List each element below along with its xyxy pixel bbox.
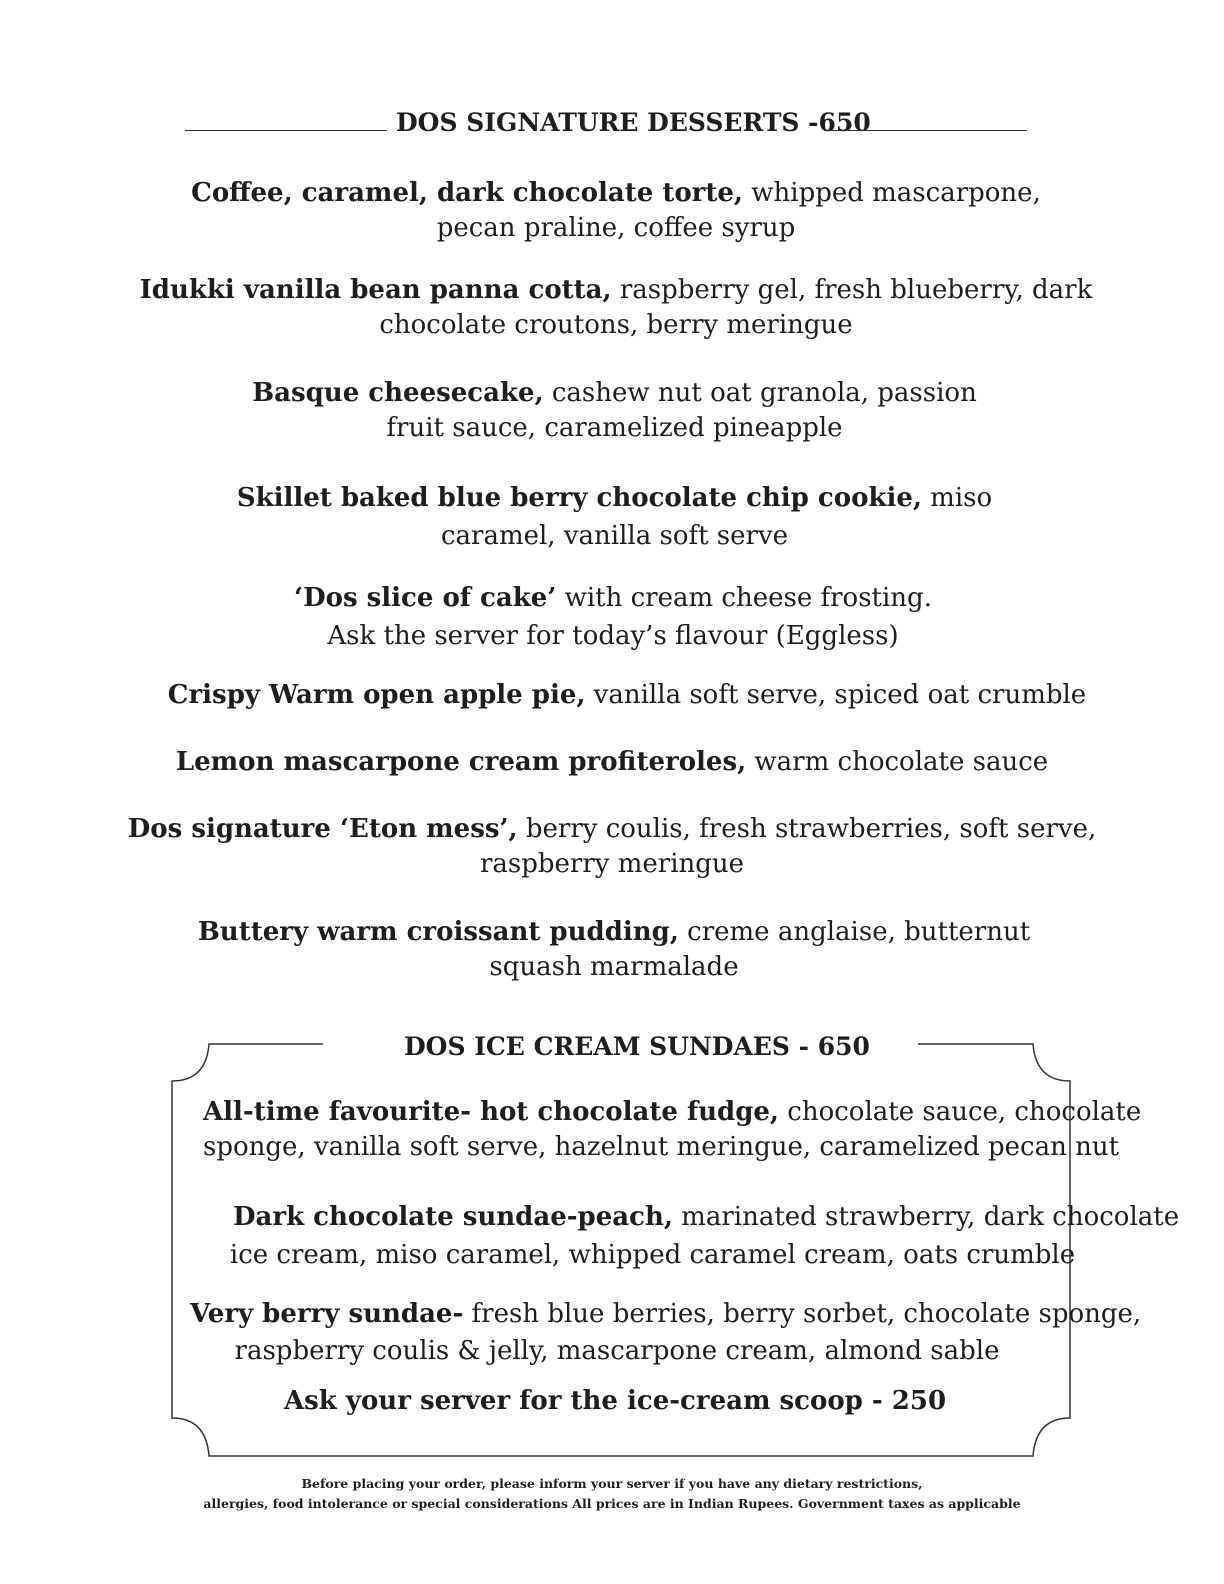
- item-name: Basque cheesecake,: [252, 378, 544, 408]
- item-desc: whipped mascarpone,: [742, 178, 1041, 208]
- item-name: All-time favourite- hot chocolate fudge,: [203, 1097, 779, 1127]
- item-desc-line2: pecan praline, coffee syrup: [436, 213, 796, 243]
- item-desc: raspberry gel, fresh blueberry, dark: [611, 275, 1093, 305]
- item-name: Buttery warm croissant pudding,: [197, 917, 679, 947]
- item-desc: with cream cheese frosting.: [556, 583, 932, 613]
- item-desc: creme anglaise, butternut: [678, 917, 1031, 947]
- section1-title: DOS SIGNATURE DESSERTS -650: [396, 108, 871, 137]
- item-name: Idukki vanilla bean panna cotta,: [139, 275, 612, 305]
- item-desc-line2: fruit sauce, caramelized pineapple: [386, 413, 843, 443]
- scoop-note: Ask your server for the ice-cream scoop - 250: [283, 1386, 947, 1416]
- item-name: ‘Dos slice of cake’: [294, 583, 557, 613]
- footer-note-line1: Before placing your order, please inform your server if you have any dietary restrictions,: [301, 1476, 923, 1491]
- item-desc-line2: squash marmalade: [489, 952, 739, 982]
- item-name: Lemon mascarpone cream profiteroles,: [175, 747, 747, 777]
- item-desc-line2: Ask the server for today’s flavour (Eggless): [327, 621, 899, 651]
- item-desc-line2: raspberry coulis & jelly, mascarpone cream, almond sable: [234, 1336, 1000, 1366]
- item-name: Skillet baked blue berry chocolate chip cookie,: [236, 483, 922, 513]
- item-desc: berry coulis, fresh strawberries, soft serve,: [517, 814, 1097, 844]
- item-desc: marinated strawberry, dark chocolate: [672, 1202, 1180, 1232]
- item-desc: vanilla soft serve, spiced oat crumble: [585, 680, 1087, 710]
- item-desc-line2: sponge, vanilla soft serve, hazelnut meringue, caramelized pecan nut: [203, 1132, 1120, 1162]
- item-desc-line2: ice cream, miso caramel, whipped caramel cream, oats crumble: [229, 1240, 1076, 1270]
- item-name: Crispy Warm open apple pie,: [167, 680, 586, 710]
- item-desc: chocolate sauce, chocolate: [779, 1097, 1142, 1127]
- item-name: Very berry sundae-: [190, 1299, 464, 1329]
- footer-note-line2: allergies, food intolerance or special considerations All prices are in Indian Rupees. Government taxes as applicable: [203, 1496, 1021, 1511]
- item-name: Coffee, caramel, dark chocolate torte,: [191, 178, 743, 208]
- item-desc-line2: raspberry meringue: [479, 849, 745, 879]
- item-desc: miso: [921, 483, 993, 513]
- item-desc: cashew nut oat granola, passion: [543, 378, 977, 408]
- section2-title: DOS ICE CREAM SUNDAES - 650: [404, 1032, 870, 1061]
- item-desc: fresh blue berries, berry sorbet, chocolate sponge,: [463, 1299, 1142, 1329]
- item-name: Dos signature ‘Eton mess’,: [127, 814, 518, 844]
- item-desc: warm chocolate sauce: [746, 747, 1049, 777]
- item-desc-line2: chocolate croutons, berry meringue: [379, 310, 853, 340]
- item-name: Dark chocolate sundae-peach,: [233, 1202, 673, 1232]
- item-desc-line2: caramel, vanilla soft serve: [440, 521, 789, 551]
